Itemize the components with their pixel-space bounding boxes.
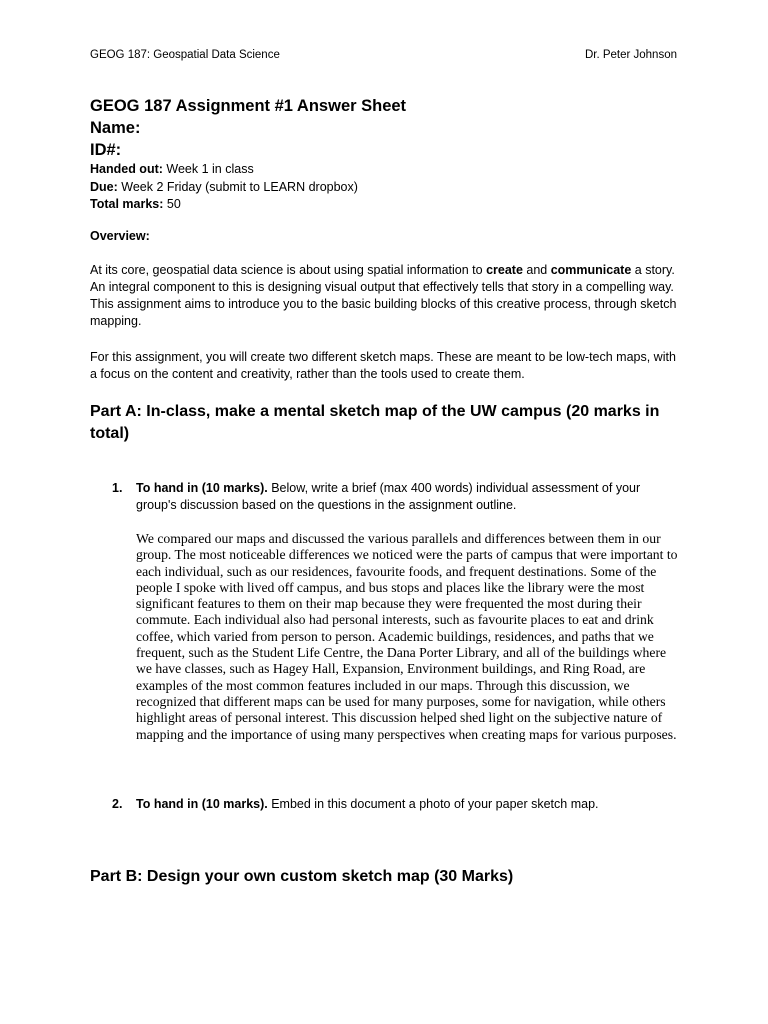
overview-paragraph-1 (90, 262, 678, 330)
due-line (90, 179, 680, 197)
overview-paragraph-2: For this assignment, you will create two different sketch maps. These are meant to be low-tech maps, with a focus on the content and creativity, rather than the tools used to create them. (90, 350, 676, 381)
total-marks-value: 50 (163, 197, 181, 211)
handed-out-label: Handed out: (90, 162, 163, 176)
list-number-1: 1. (112, 481, 123, 495)
total-marks-label: Total marks: (90, 197, 164, 211)
handed-out-line (90, 161, 680, 179)
part-b-heading: Part B: Design your own custom sketch map (30 Marks) (90, 868, 514, 885)
item-2-text: Embed in this document a photo of your paper sketch map. (267, 797, 599, 811)
due-value: Week 2 Friday (submit to LEARN dropbox) (117, 179, 358, 194)
assignment-title: GEOG 187 Assignment #1 Answer Sheet (90, 97, 407, 115)
item-1-bold: To hand in (10 marks). (136, 481, 268, 495)
list-number-2: 2. (112, 797, 123, 811)
header-course: GEOG 187: Geospatial Data Science (90, 49, 280, 61)
id-label: ID#: (90, 141, 122, 159)
due-label: Due: (90, 179, 118, 194)
part-a-heading: Part A: In-class, make a mental sketch map of the UW campus (20 marks in total) (90, 403, 660, 442)
title-block (90, 95, 680, 214)
answer-paragraph: We compared our maps and discussed the various parallels and differences between them in our group. The most noticeable differences we noticed were the parts of campus that were important to each individual, such as our residences, favourite foods, and frequent destinations. Some of the people I spoke with lived off campus, and bus stops and places like the library were the most significant features to them on their map because they were frequented the most during their commute. Each individual also had personal interests, such as favourite places to eat and drink coffee, which varied from person to person. Academic buildings, residences, and paths that we frequent, such as the Student Life Centre, the Dana Porter Library, and all of the buildings where we have classes, such as Hagey Hall, Expansion, Environment buildings, and Ring Road, are examples of the most common features included in our maps. Through this discussion, we recognized that different maps can be used for many purposes, some for navigation, while others highlight areas of personal interest. This discussion helped shed light on the subjective nature of mapping and the importance of using many perspectives when creating maps for various purposes. (136, 531, 678, 742)
handed-out-value: Week 1 in class (162, 162, 254, 176)
name-label: Name: (90, 119, 141, 137)
overview-text-b: and (522, 263, 551, 277)
total-marks-line (90, 196, 680, 214)
list-text-1 (136, 480, 676, 514)
header-instructor: Dr. Peter Johnson (584, 49, 677, 61)
item-2-bold: To hand in (10 marks). (136, 797, 268, 811)
overview-text-c: a story. An integral component to this is designing visual output that effectively tells that story in a compelling way. This assignment aims to introduce you to the basic building blocks of this creative process, through sketch mapping. (90, 263, 677, 328)
overview-heading: Overview: (90, 229, 150, 243)
item-1-text: Below, write a brief (max 400 words) individual assessment of your group's discussion based on the questions in the assignment outline. (136, 481, 641, 512)
list-text-2 (136, 796, 676, 813)
overview-bold-communicate: communicate (550, 263, 632, 277)
overview-bold-create: create (486, 263, 523, 277)
overview-text-a: At its core, geospatial data science is about using spatial information to (90, 263, 487, 277)
